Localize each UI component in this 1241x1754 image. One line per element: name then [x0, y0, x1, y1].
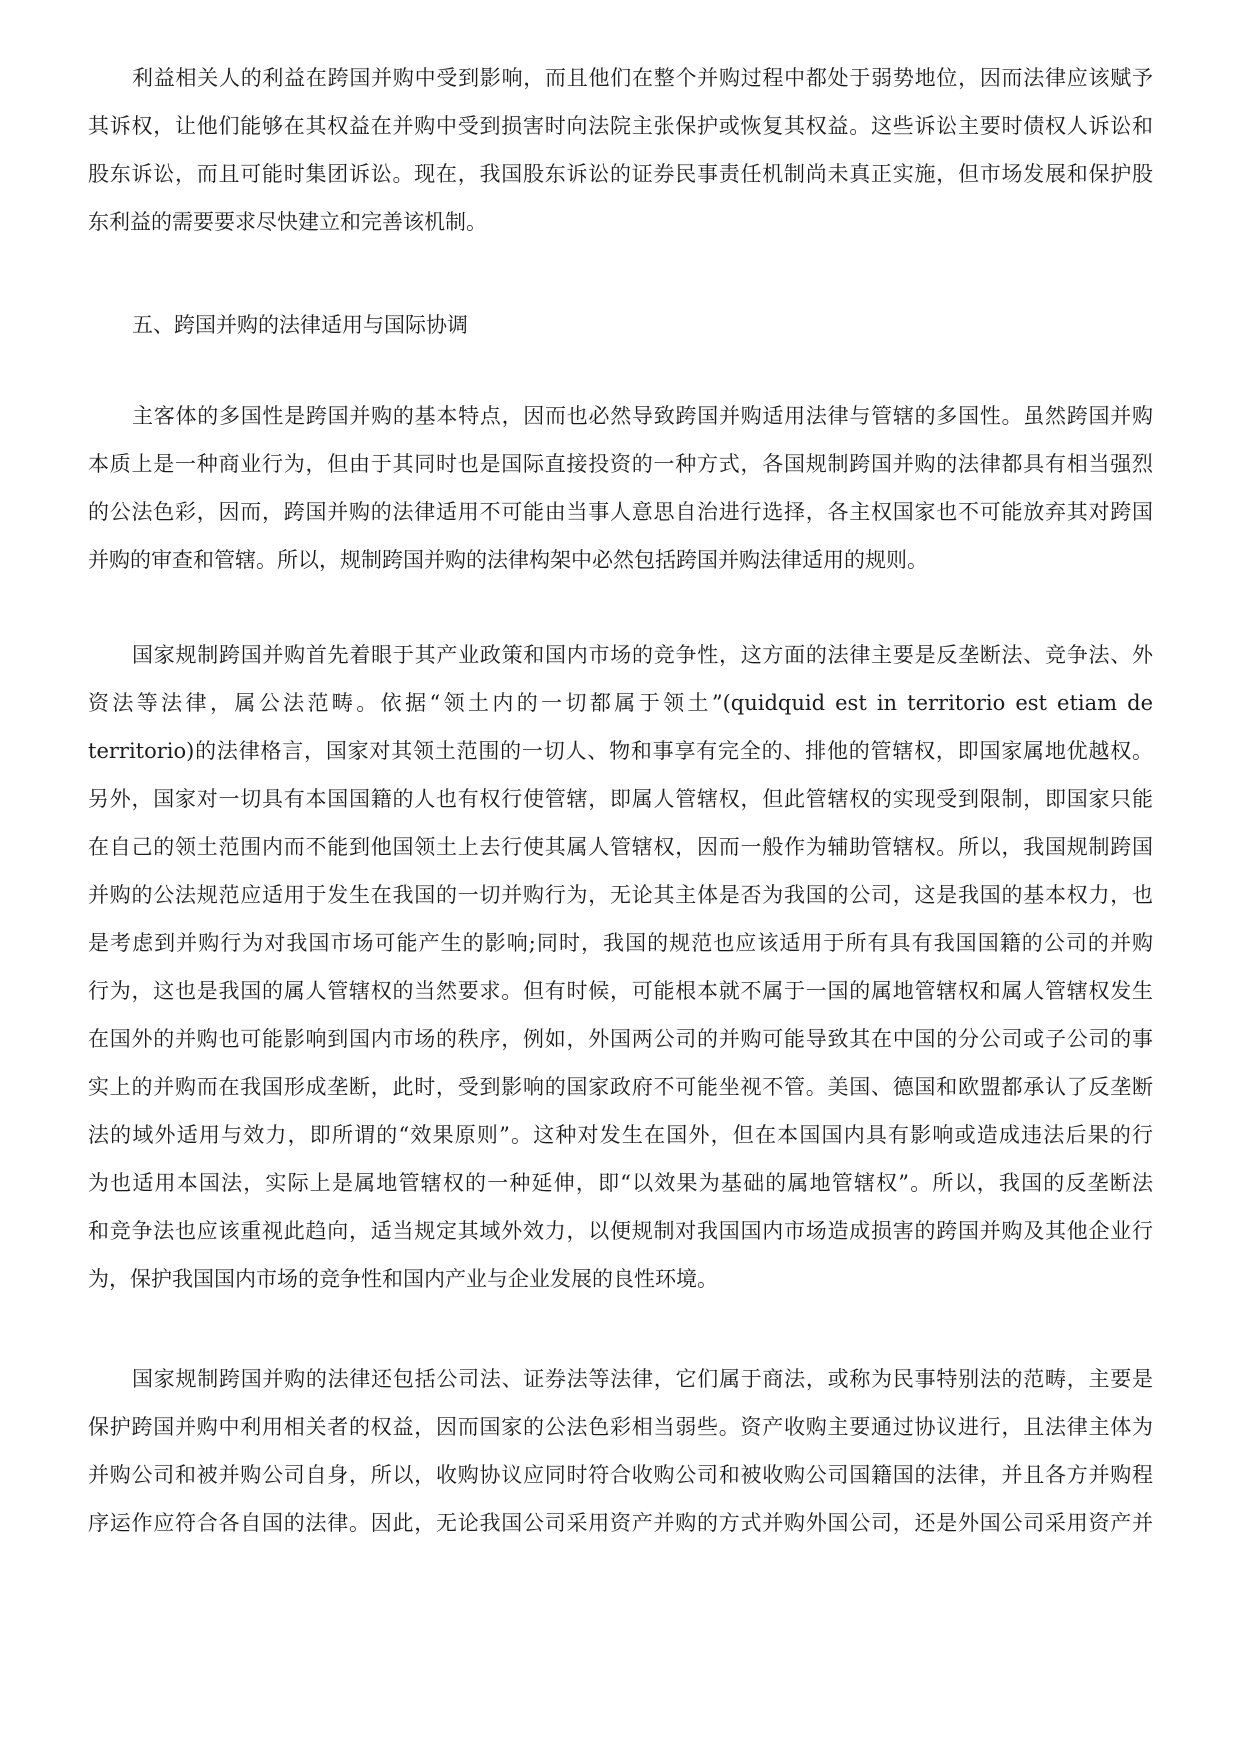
- section-heading: 五、跨国并购的法律适用与国际协调: [132, 313, 468, 337]
- text-line: 其诉权，让他们能够在其权益在并购中受到损害时向法院主张保护或恢复其权益。这些诉讼主要时债权人诉讼和: [88, 114, 1153, 138]
- text-line: 在国外的并购也可能影响到国内市场的秩序，例如，外国两公司的并购可能导致其在中国的分公司或子公司的事: [88, 1027, 1153, 1051]
- text-line: 主客体的多国性是跨国并购的基本特点，因而也必然导致跨国并购适用法律与管辖的多国性。虽然跨国并购: [132, 404, 1153, 428]
- text-line: 行为，这也是我国的属人管辖权的当然要求。但有时候，可能根本就不属于一国的属地管辖权和属人管辖权发生: [88, 979, 1153, 1003]
- text-line: 本质上是一种商业行为，但由于其同时也是国际直接投资的一种方式，各国规制跨国并购的法律都具有相当强烈: [88, 452, 1153, 476]
- text-line: 另外，国家对一切具有本国国籍的人也有权行使管辖，即属人管辖权，但此管辖权的实现受到限制，即国家只能: [88, 787, 1153, 811]
- text-line: 为，保护我国国内市场的竞争性和国内产业与企业发展的良性环境。: [88, 1267, 718, 1291]
- text-line: 是考虑到并购行为对我国市场可能产生的影响;同时，我国的规范也应该适用于所有具有我国国籍的公司的并购: [88, 931, 1153, 955]
- text-line: 股东诉讼，而且可能时集团诉讼。现在，我国股东诉讼的证券民事责任机制尚未真正实施，但市场发展和保护股: [88, 162, 1153, 186]
- text-line: 实上的并购而在我国形成垄断，此时，受到影响的国家政府不可能坐视不管。美国、德国和欧盟都承认了反垄断: [88, 1075, 1153, 1099]
- text-line: 为也适用本国法，实际上是属地管辖权的一种延伸，即“以效果为基础的属地管辖权”。所以，我国的反垄断法: [88, 1171, 1153, 1195]
- text-line: 并购的审查和管辖。所以，规制跨国并购的法律构架中必然包括跨国并购法律适用的规则。: [88, 548, 928, 572]
- text-line: 和竞争法也应该重视此趋向，适当规定其域外效力，以便规制对我国国内市场造成损害的跨国并购及其他企业行: [88, 1219, 1153, 1243]
- text-line: 保护跨国并购中利用相关者的权益，因而国家的公法色彩相当弱些。资产收购主要通过协议进行，且法律主体为: [88, 1415, 1153, 1439]
- text-line: 并购的公法规范应适用于发生在我国的一切并购行为，无论其主体是否为我国的公司，这是我国的基本权力，也: [88, 883, 1153, 907]
- text-line: 序运作应符合各自国的法律。因此，无论我国公司采用资产并购的方式并购外国公司，还是外国公司采用资产并: [88, 1511, 1153, 1535]
- text-line: 国家规制跨国并购首先着眼于其产业政策和国内市场的竞争性，这方面的法律主要是反垄断法、竞争法、外: [132, 643, 1153, 667]
- text-line: territorio)的法律格言，国家对其领土范围的一切人、物和事享有完全的、排他的管辖权，即国家属地优越权。: [88, 739, 1153, 763]
- text-line: 的公法色彩，因而，跨国并购的法律适用不可能由当事人意思自治进行选择，各主权国家也不可能放弃其对跨国: [88, 500, 1153, 524]
- text-line: 东利益的需要要求尽快建立和完善该机制。: [88, 210, 487, 234]
- text-line: 资法等法律，属公法范畴。依据“领土内的一切都属于领土”(quidquid est in territorio est etiam de: [88, 691, 1153, 715]
- text-line: 利益相关人的利益在跨国并购中受到影响，而且他们在整个并购过程中都处于弱势地位，因而法律应该赋予: [132, 66, 1153, 90]
- text-line: 并购公司和被并购公司自身，所以，收购协议应同时符合收购公司和被收购公司国籍国的法律，并且各方并购程: [88, 1463, 1153, 1487]
- text-line: 国家规制跨国并购的法律还包括公司法、证券法等法律，它们属于商法，或称为民事特别法的范畴，主要是: [132, 1367, 1153, 1391]
- text-line: 法的域外适用与效力，即所谓的“效果原则”。这种对发生在国外，但在本国国内具有影响或造成违法后果的行: [88, 1123, 1153, 1147]
- text-line: 在自己的领土范围内而不能到他国领土上去行使其属人管辖权，因而一般作为辅助管辖权。所以，我国规制跨国: [88, 835, 1153, 859]
